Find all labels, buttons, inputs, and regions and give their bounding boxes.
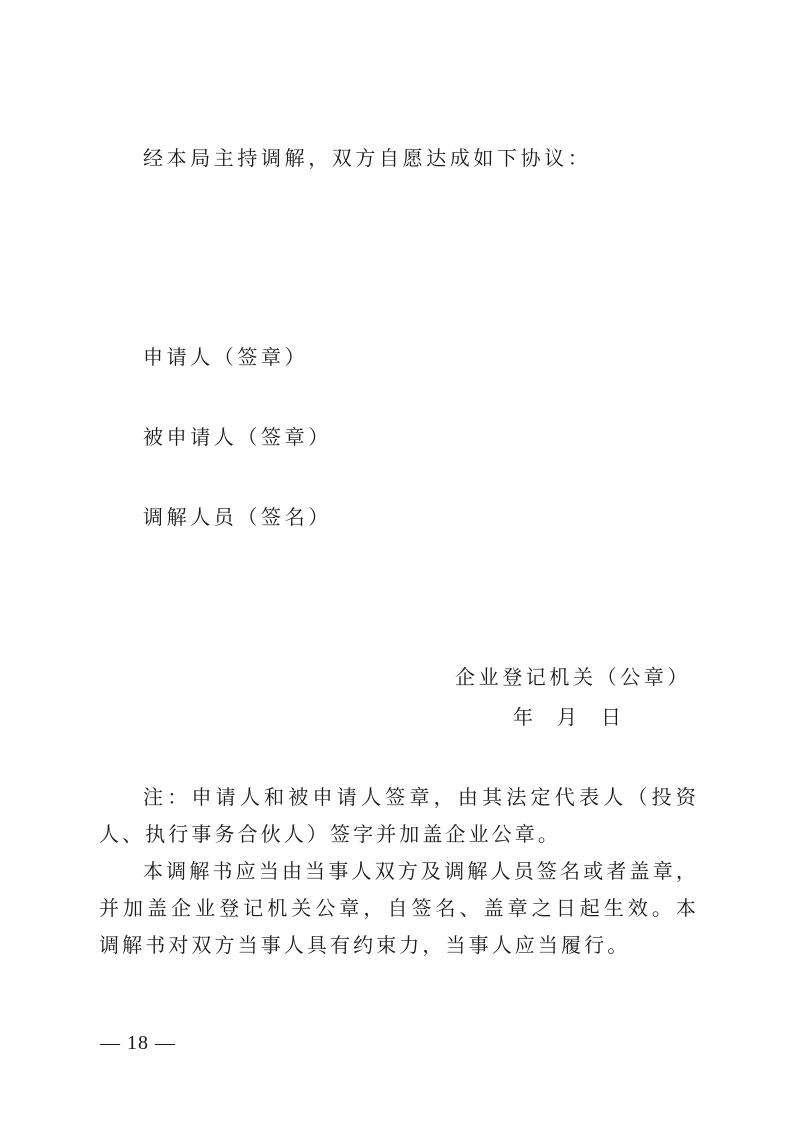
applicant-signature-label: 申请人（签章） [143,345,309,369]
date-year-label: 年 [513,705,533,729]
page-number: — 18 — [100,1032,176,1054]
agreement-intro: 经本局主持调解，双方自愿达成如下协议： [143,146,592,170]
note-paragraph-2: 本调解书应当由当事人双方及调解人员签名或者盖章，并加盖企业登记机关公章，自签名、盖章之日起生效。本调解书对双方当事人具有约束力，当事人应当履行。 [99,859,699,957]
authority-seal-label: 企业登记机关（公章） [455,665,691,689]
date-day-label: 日 [601,705,621,729]
respondent-signature-label: 被申请人（签章） [143,425,332,449]
date-month-label: 月 [557,705,577,729]
mediator-signature-label: 调解人员（签名） [143,505,332,529]
note-paragraph-1: 注：申请人和被申请人签章，由其法定代表人（投资人、执行事务合伙人）签字并加盖企业公章。 [99,785,699,846]
